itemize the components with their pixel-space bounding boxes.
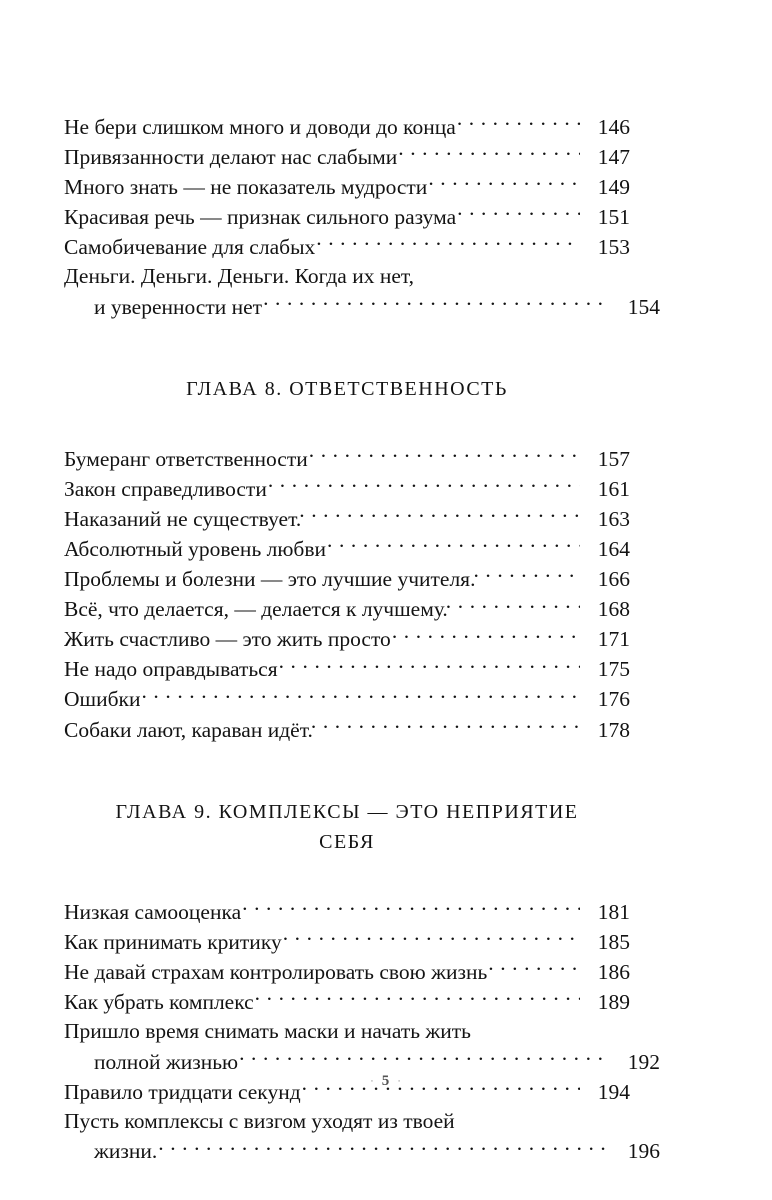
toc-entry-title-line1: Пришло время снимать маски и начать жить [64,1019,471,1044]
toc-entry[interactable] [64,112,630,142]
toc-entry[interactable] [64,625,630,655]
toc-entry-title-line2: полной жизнью [94,1049,239,1074]
dot-leader [316,232,580,254]
toc-section-chapter-9 [64,745,660,1167]
toc-entry-row [64,292,660,322]
dot-leader [398,142,580,164]
toc-entry-title-line1: Деньги. Деньги. Деньги. Когда их нет, [64,264,415,289]
toc-entry-row [64,474,630,504]
toc-entry-title: Не давай страхам контролировать свою жизнь [64,959,488,984]
toc-entry[interactable] [64,504,630,534]
toc-entry[interactable] [64,444,630,474]
toc-entry-row [64,715,630,745]
toc-entry-page-number[interactable]: 192 [627,1049,660,1074]
vertical-spacer [64,745,630,797]
toc-entry[interactable] [64,655,630,685]
dot-leader [242,897,580,919]
toc-entry[interactable] [64,1107,660,1167]
toc-entry-page-number[interactable]: 175 [597,657,630,682]
dot-leader [311,715,580,737]
toc-entry-title-line2: жизни. [94,1139,158,1164]
toc-entry-row [64,504,630,534]
toc-entry-page-number[interactable]: 185 [597,929,630,954]
toc-entry-page-number[interactable]: 196 [627,1139,660,1164]
dot-leader [446,595,580,617]
toc-entry-row [64,1137,660,1167]
toc-entry-row [64,232,630,262]
toc-entry-page-number[interactable]: 166 [597,567,630,592]
toc-entry-row [64,565,630,595]
toc-entry-page-number[interactable]: 176 [597,687,630,712]
toc-section-continued-chapter-entries [64,112,660,322]
toc-entry-list [64,897,660,1167]
toc-entry[interactable] [64,172,630,202]
toc-entry-page-number[interactable]: 153 [597,234,630,259]
toc-entry-title: Привязанности делают нас слабыми [64,144,398,169]
toc-entry-title: Всё, что делается, — делается к лучшему. [64,597,448,622]
toc-entry-title: Закон справедливости [64,476,267,501]
toc-entry[interactable] [64,715,630,745]
table-of-contents [64,112,660,1167]
toc-entry-page-number[interactable]: 149 [597,174,630,199]
chapter-heading-line: ГЛАВА 8. ОТВЕТСТВЕННОСТЬ [186,378,508,401]
toc-entry-page-number[interactable]: 146 [597,114,630,139]
chapter-heading [64,797,630,857]
toc-entry-title: Не бери слишком много и доводи до конца [64,114,456,139]
toc-entry-title: Много знать — не показатель мудрости [64,174,428,199]
toc-entry-page-number[interactable]: 186 [597,959,630,984]
dot-leader [263,292,610,314]
dot-leader [299,504,580,526]
toc-entry-title: Бумеранг ответственности [64,446,308,471]
toc-entry[interactable] [64,202,630,232]
dot-leader [457,202,580,224]
dot-leader [392,625,580,647]
toc-entry-page-number[interactable]: 168 [597,597,630,622]
toc-entry-page-number[interactable]: 163 [597,506,630,531]
toc-entry-page-number[interactable]: 164 [597,536,630,561]
toc-entry[interactable] [64,595,630,625]
toc-entry-title: Как убрать комплекс [64,989,254,1014]
page-folio [0,1073,772,1090]
toc-entry-row [64,897,630,927]
toc-entry[interactable] [64,957,630,987]
toc-entry[interactable] [64,232,630,262]
toc-entry-row [64,957,630,987]
toc-entry-title: Проблемы и болезни — это лучшие учителя. [64,567,476,592]
toc-entry[interactable] [64,987,630,1017]
toc-entry-list [64,112,660,322]
toc-entry-title: Красивая речь — признак сильного разума [64,204,457,229]
toc-entry-title-line2: и уверенности нет [94,294,263,319]
toc-entry-title: Низкая самооценка [64,899,242,924]
toc-entry-list [64,444,630,745]
dot-leader [428,172,580,194]
toc-entry[interactable] [64,534,630,564]
toc-entry-row [64,625,630,655]
toc-entry-page-number[interactable]: 157 [597,446,630,471]
dot-leader [457,112,580,134]
toc-entry-page-number[interactable]: 194 [597,1079,630,1104]
toc-entry[interactable] [64,685,630,715]
chapter-heading-line: ГЛАВА 9. КОМПЛЕКСЫ — ЭТО НЕПРИЯТИЕ [115,801,579,824]
folio-ornament-right-icon: · [397,1075,402,1088]
toc-entry-row [64,927,630,957]
toc-entry-title: Правило тридцати секунд [64,1079,301,1104]
dot-leader [488,957,580,979]
toc-entry-page-number[interactable]: 178 [597,717,630,742]
dot-leader [327,534,580,556]
toc-entry-page-number[interactable]: 181 [597,899,630,924]
dot-leader [309,444,580,466]
toc-entry[interactable] [64,565,630,595]
dot-leader [239,1047,610,1069]
toc-entry[interactable] [64,142,630,172]
toc-entry-row [64,987,630,1017]
toc-section-chapter-8 [64,322,630,745]
toc-entry-row [64,444,630,474]
toc-entry[interactable] [64,927,630,957]
toc-entry-row [64,534,630,564]
chapter-heading [64,374,630,404]
toc-entry-row [64,202,630,232]
dot-leader [141,685,580,707]
toc-entry-page-number[interactable]: 151 [597,204,630,229]
chapter-heading-line: СЕБЯ [319,831,375,854]
toc-entry-page-number[interactable]: 171 [597,627,630,652]
toc-entry-title: Как принимать критику [64,929,282,954]
folio-ornament-left-icon: · [370,1075,375,1088]
toc-entry-page-number[interactable]: 147 [597,144,630,169]
toc-entry-row [64,595,630,625]
toc-entry-title: Жить счастливо — это жить просто [64,627,391,652]
vertical-spacer [64,322,630,374]
toc-entry-title-line1: Пусть комплексы с визгом уходят из твоей [64,1109,455,1134]
toc-entry[interactable] [64,897,630,927]
toc-entry-title: Собаки лают, караван идёт. [64,717,313,742]
toc-entry[interactable] [64,1017,660,1077]
toc-entry-page-number[interactable]: 189 [597,989,630,1014]
dot-leader [158,1137,610,1159]
toc-entry[interactable] [64,474,630,504]
toc-entry-page-number[interactable]: 154 [627,294,660,319]
toc-entry[interactable] [64,262,660,322]
toc-entry-row [64,655,630,685]
toc-entry-row [64,142,630,172]
dot-leader [268,474,580,496]
toc-entry-title: Не надо оправдываться [64,657,278,682]
toc-entry-title: Самобичевание для слабых [64,234,316,259]
dot-leader [283,927,580,949]
toc-entry-page-number[interactable]: 161 [597,476,630,501]
toc-entry-title: Наказаний не существует. [64,506,302,531]
toc-entry-row [64,112,630,142]
toc-entry-row [64,685,630,715]
dot-leader [255,987,580,1009]
vertical-spacer [64,404,630,444]
toc-entry-title: Ошибки [64,687,141,712]
toc-entry-title: Абсолютный уровень любви [64,536,327,561]
dot-leader [473,565,580,587]
folio-number: 5 [381,1073,391,1089]
vertical-spacer [64,857,630,897]
dot-leader [279,655,580,677]
toc-entry-row [64,172,630,202]
